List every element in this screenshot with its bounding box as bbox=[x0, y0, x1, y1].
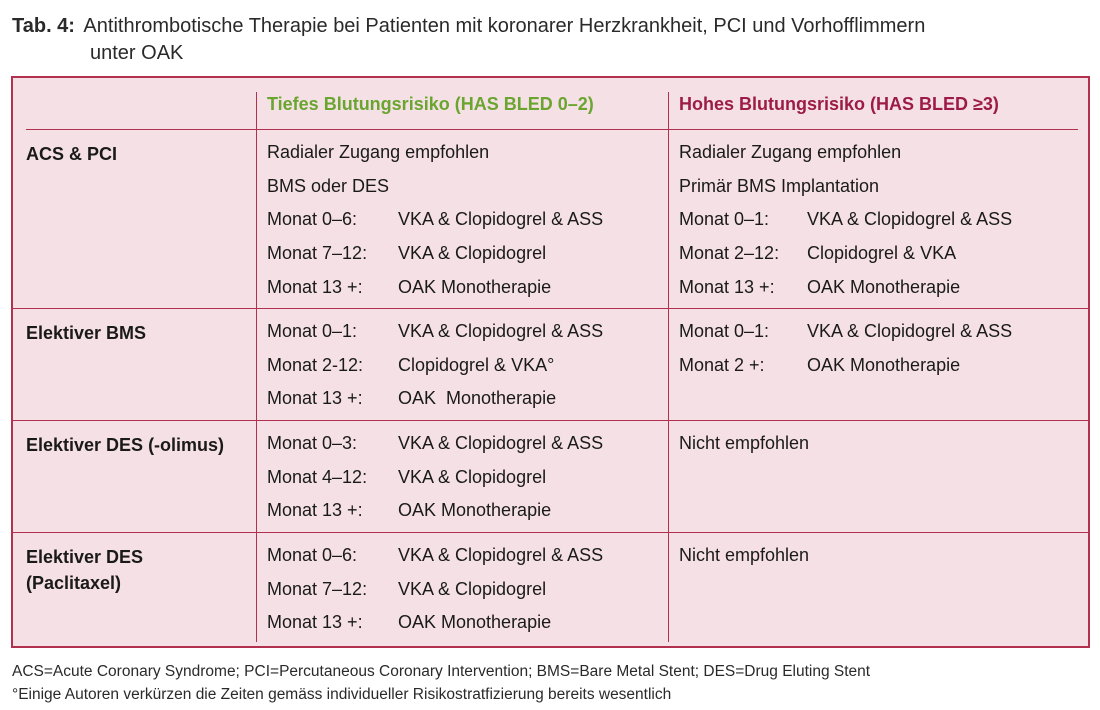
therapy-line: Monat 7–12: VKA & Clopidogrel bbox=[267, 243, 547, 264]
therapy-line: Nicht empfohlen bbox=[679, 433, 810, 453]
therapy-line: Nicht empfohlen bbox=[679, 545, 810, 565]
caption-title-line1: Antithrombotische Therapie bei Patienten mit koronarer Herzkrankheit, PCI und Vorhofflimmern bbox=[83, 15, 926, 37]
row-label-elektiver-des-olimus: Elektiver DES (-olimus) bbox=[26, 435, 225, 455]
therapy-line: BMS oder DES bbox=[267, 175, 390, 196]
therapy-line: Radialer Zugang empfohlen bbox=[267, 142, 490, 162]
row-label-line1: Elektiver DES bbox=[26, 547, 144, 567]
therapy-line: Monat 13 +: OAK Monotherapie bbox=[267, 276, 552, 297]
therapy-line: Monat 7–12: VKA & Clopidogrel bbox=[267, 578, 547, 599]
row-divider-2 bbox=[13, 420, 1088, 421]
header-high-bleeding-risk: Hohes Blutungsrisiko (HAS BLED ≥3) bbox=[679, 94, 999, 114]
cell-elektiver-des-olimus-low bbox=[267, 427, 603, 528]
therapy-line: Monat 13 +: OAK Monotherapie bbox=[679, 276, 961, 297]
row-label-elektiver-bms: Elektiver BMS bbox=[26, 323, 147, 343]
therapy-line: Monat 13 +: OAK Monotherapie bbox=[267, 388, 557, 409]
therapy-line: Monat 0–6: VKA & Clopidogrel & ASS bbox=[267, 209, 604, 230]
row-label-line2: (Paclitaxel) bbox=[26, 573, 122, 593]
footnote-degree: °Einige Autoren verkürzen die Zeiten gemäss individueller Risikostratfizierung bereits wesentlich bbox=[12, 686, 672, 703]
header-low-bleeding-risk: Tiefes Blutungsrisiko (HAS BLED 0–2) bbox=[267, 94, 594, 114]
therapy-line: Monat 0–1: VKA & Clopidogrel & ASS bbox=[679, 209, 1013, 230]
therapy-line: Monat 13 +: OAK Monotherapie bbox=[267, 500, 552, 521]
column-divider-1 bbox=[256, 92, 257, 642]
therapy-line: Primär BMS Implantation bbox=[679, 175, 880, 196]
therapy-line: Monat 2-12: Clopidogrel & VKA° bbox=[267, 354, 555, 375]
therapy-table bbox=[11, 76, 1090, 648]
therapy-line: Radialer Zugang empfohlen bbox=[679, 142, 902, 162]
cell-acs-pci-low bbox=[267, 136, 603, 304]
therapy-line: Monat 0–1: VKA & Clopidogrel & ASS bbox=[267, 321, 604, 341]
cell-elektiver-des-paclitaxel-low bbox=[267, 539, 603, 640]
cell-elektiver-des-olimus-high bbox=[679, 427, 809, 461]
therapy-line: Monat 2–12: Clopidogrel & VKA bbox=[679, 243, 957, 264]
table-caption bbox=[12, 13, 1092, 67]
therapy-line: Monat 4–12: VKA & Clopidogrel bbox=[267, 466, 547, 487]
caption-label: Tab. 4: bbox=[12, 15, 75, 37]
therapy-line: Monat 13 +: OAK Monotherapie bbox=[267, 612, 552, 633]
column-divider-2 bbox=[668, 92, 669, 642]
cell-acs-pci-high bbox=[679, 136, 1012, 304]
caption-title-line2: unter OAK bbox=[90, 42, 184, 64]
therapy-line: Monat 0–3: VKA & Clopidogrel & ASS bbox=[267, 433, 604, 453]
cell-elektiver-bms-low bbox=[267, 315, 603, 416]
therapy-line: Monat 2 +: OAK Monotherapie bbox=[679, 354, 961, 375]
footnote-abbreviations: ACS=Acute Coronary Syndrome; PCI=Percutaneous Coronary Intervention; BMS=Bare Metal Stent; DES=Drug Eluting Stent bbox=[12, 663, 871, 680]
therapy-line: Monat 0–6: VKA & Clopidogrel & ASS bbox=[267, 545, 604, 565]
cell-elektiver-bms-high bbox=[679, 315, 1012, 382]
row-label-acs-pci: ACS & PCI bbox=[26, 144, 118, 164]
row-label-elektiver-des-paclitaxel bbox=[26, 544, 251, 596]
row-divider-1 bbox=[13, 308, 1088, 309]
footnotes bbox=[12, 660, 1092, 706]
row-divider-header bbox=[26, 129, 1078, 130]
row-divider-3 bbox=[13, 532, 1088, 533]
cell-elektiver-des-paclitaxel-high bbox=[679, 539, 809, 573]
therapy-line: Monat 0–1: VKA & Clopidogrel & ASS bbox=[679, 321, 1013, 341]
